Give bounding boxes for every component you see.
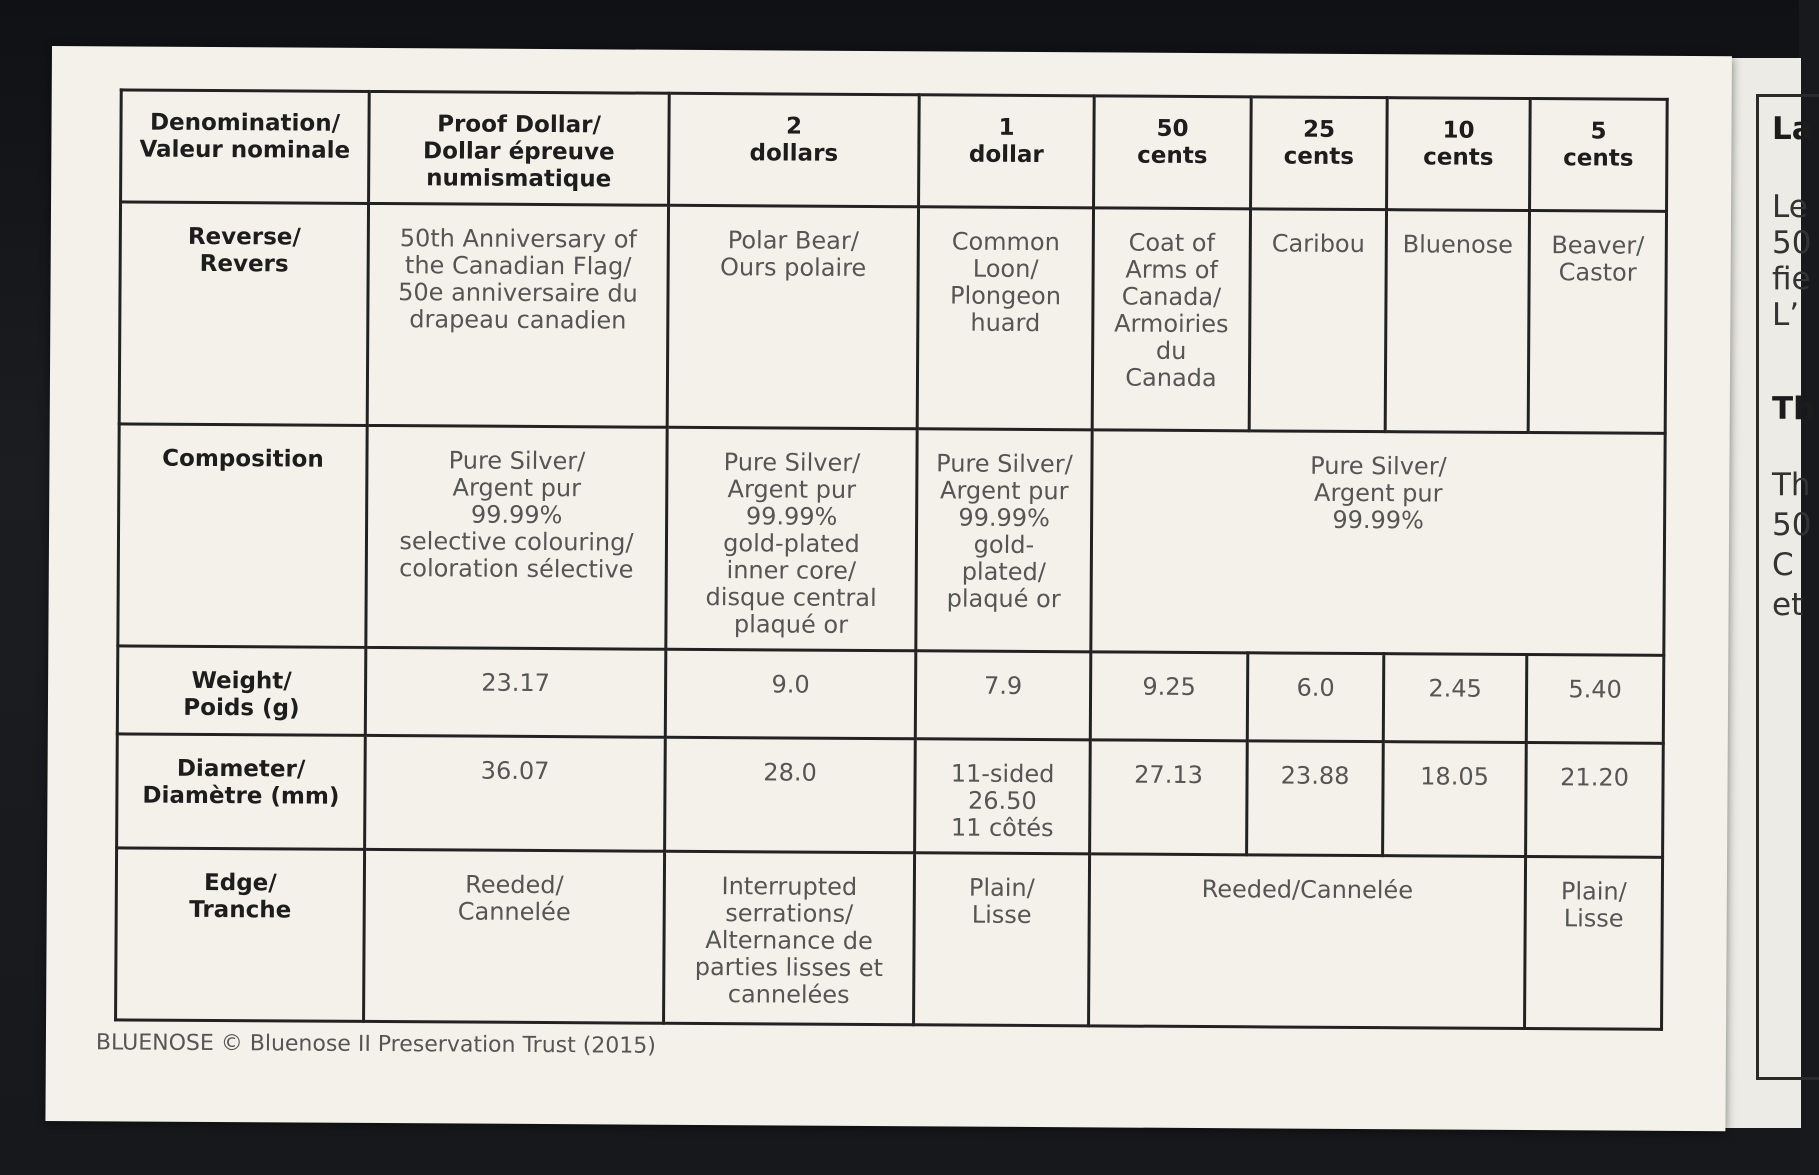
row-header-reverse: Reverse/ Revers bbox=[119, 202, 368, 426]
table-cell: 9.0 bbox=[665, 649, 916, 739]
composition-row bbox=[118, 424, 1665, 655]
table-cell: Plain/ Lisse bbox=[1525, 857, 1663, 1030]
weight-row bbox=[117, 646, 1664, 743]
coin-specifications-table bbox=[114, 88, 1669, 1030]
table-cell: 23.17 bbox=[365, 647, 666, 737]
column-header-1-dollar: 1 dollar bbox=[919, 95, 1095, 208]
adjacent-page-fragment: 50 bbox=[1772, 225, 1812, 261]
header-row bbox=[121, 90, 1668, 211]
adjacent-page-fragment: L’ bbox=[1772, 297, 1800, 333]
table-cell: 36.07 bbox=[365, 735, 666, 851]
table-cell: 9.25 bbox=[1090, 652, 1248, 741]
column-header-25-cents: 25 cents bbox=[1251, 97, 1388, 210]
specifications-card bbox=[45, 46, 1732, 1131]
reverse-row bbox=[119, 202, 1666, 433]
adjacent-page-fragment: fie bbox=[1772, 261, 1811, 297]
adjacent-page-fragment: Th bbox=[1772, 391, 1816, 427]
table-cell: 6.0 bbox=[1247, 653, 1384, 742]
column-header-50-cents: 50 cents bbox=[1094, 96, 1252, 209]
table-cell: 18.05 bbox=[1383, 742, 1527, 857]
table-cell: Reeded/ Cannelée bbox=[364, 849, 665, 1023]
table-cell: 11-sided 26.50 11 côtés bbox=[915, 739, 1091, 854]
adjacent-page-fragment: Th bbox=[1772, 467, 1811, 503]
table-cell: Coat of Arms of Canada/ Armoiries du Canada bbox=[1092, 208, 1250, 431]
table-cell: Pure Silver/ Argent pur 99.99% gold- plated/ plaqué or bbox=[916, 429, 1092, 652]
row-header-diameter: Diameter/ Diamètre (mm) bbox=[117, 734, 366, 850]
adjacent-page-fragment: 50 bbox=[1772, 507, 1812, 543]
table-cell: Beaver/ Castor bbox=[1528, 211, 1666, 434]
table-cell: Bluenose bbox=[1385, 210, 1529, 433]
table-cell: 5.40 bbox=[1526, 655, 1664, 744]
table-cell: 50th Anniversary of the Canadian Flag/ 50e anniversaire du drapeau canadien bbox=[367, 203, 668, 427]
table-cell: Plain/ Lisse bbox=[914, 853, 1090, 1026]
adjacent-page-fragment: et bbox=[1772, 587, 1804, 623]
row-header-edge: Edge/ Tranche bbox=[116, 848, 365, 1022]
column-header-denomination: Denomination/ Valeur nominale bbox=[121, 90, 370, 204]
table-cell: Pure Silver/ Argent pur 99.99% selective colouring/ coloration sélective bbox=[366, 425, 667, 649]
edge-row bbox=[116, 848, 1663, 1029]
table-cell: 7.9 bbox=[915, 651, 1091, 740]
table-cell: Pure Silver/ Argent pur 99.99% bbox=[1091, 430, 1665, 655]
table-cell: 27.13 bbox=[1090, 740, 1248, 855]
adjacent-page-fragment: C bbox=[1772, 547, 1794, 583]
table-cell: Caribou bbox=[1249, 209, 1386, 432]
row-header-weight: Weight/ Poids (g) bbox=[117, 646, 366, 736]
diameter-row bbox=[117, 734, 1664, 857]
column-header-10-cents: 10 cents bbox=[1387, 98, 1531, 211]
table-cell: 2.45 bbox=[1383, 654, 1527, 743]
table-cell: Pure Silver/ Argent pur 99.99% gold-plated inner core/ disque central plaqué or bbox=[666, 427, 917, 651]
copyright-notice: BLUENOSE © Bluenose II Preservation Trust (2015) bbox=[95, 1030, 656, 1059]
row-header-composition: Composition bbox=[118, 424, 367, 648]
table-cell: 28.0 bbox=[665, 737, 916, 853]
table-cell: Common Loon/ Plongeon huard bbox=[917, 207, 1093, 430]
adjacent-page-fragment: Le bbox=[1772, 189, 1808, 225]
table-cell: Reeded/Cannelée bbox=[1089, 854, 1526, 1029]
table-cell: 21.20 bbox=[1526, 743, 1664, 858]
table-cell: Polar Bear/ Ours polaire bbox=[667, 205, 918, 429]
column-header-5-cents: 5 cents bbox=[1530, 99, 1668, 212]
column-header-2-dollars: 2 dollars bbox=[669, 93, 920, 207]
adjacent-page-fragment: La bbox=[1772, 111, 1813, 147]
table-cell: Interrupted serrations/ Alternance de parties lisses et cannelées bbox=[664, 851, 915, 1025]
column-header-proof-dollar: Proof Dollar/ Dollar épreuve numismatique bbox=[369, 91, 670, 205]
table-cell: 23.88 bbox=[1247, 741, 1384, 856]
